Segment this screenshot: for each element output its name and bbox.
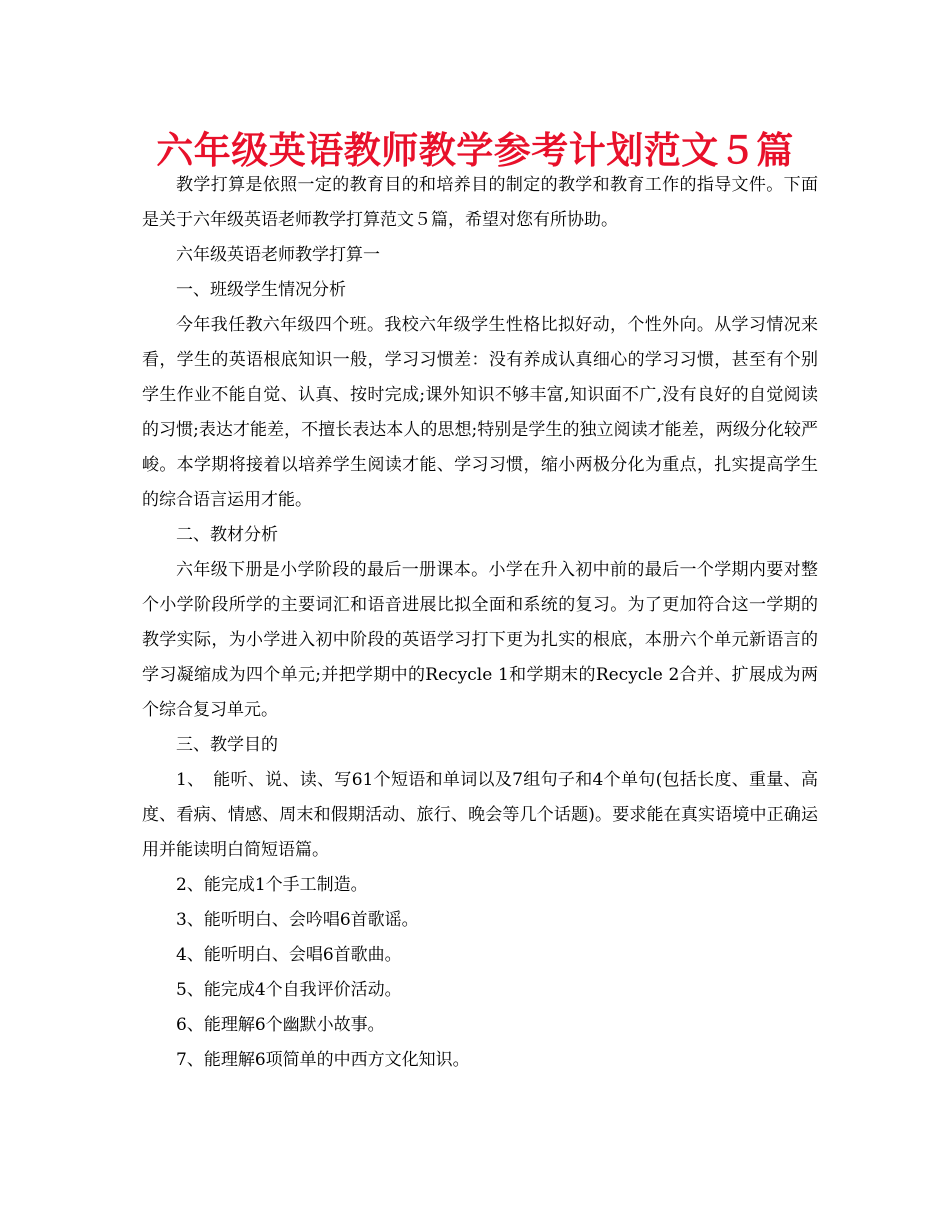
plan-heading: 六年级英语老师教学打算一: [176, 245, 380, 265]
section-heading-teaching-goals: 三、教学目的: [176, 735, 278, 755]
textbook-analysis-paragraph: 六年级下册是小学阶段的最后一册课本。小学在升入初中前的最后一个学期内要对整个小学阶段所学的主要词汇和语音进展比拟全面和系统的复习。为了更加符合这一学期的教学实际，为小学进入初中阶段的英语学习打下更为扎实的根底，本册六个单元新语言的学习凝缩成为四个单元;并把学期中的Recycle 1和学期末的Recycle 2合并、扩展成为两个综合复习单元。: [142, 560, 818, 720]
section-heading-class-analysis: 一、班级学生情况分析: [176, 280, 346, 300]
goal-item-6: 6、能理解6个幽默小故事。: [176, 1015, 385, 1035]
class-analysis-paragraph: 今年我任教六年级四个班。我校六年级学生性格比拟好动，个性外向。从学习情况来看，学生的英语根底知识一般，学习习惯差：没有养成认真细心的学习习惯，甚至有个别学生作业不能自觉、认真、按时完成;课外知识不够丰富,知识面不广,没有良好的自觉阅读的习惯;表达才能差，不擅长表达本人的思想;特别是学生的独立阅读才能差，两级分化较严峻。本学期将接着以培养学生阅读才能、学习习惯，缩小两极分化为重点，扎实提高学生的综合语言运用才能。: [142, 315, 818, 510]
goal-item-2: 2、能完成1个手工制造。: [176, 875, 368, 895]
page-title: 六年级英语教师教学参考计划范文５篇: [156, 129, 794, 172]
section-heading-textbook-analysis: 二、教材分析: [176, 525, 278, 545]
goal-item-1: 1、 能听、说、读、写61个短语和单词以及7组句子和4个单句(包括长度、重量、高度、看病、情感、周末和假期活动、旅行、晚会等几个话题)。要求能在真实语境中正确运用并能读明白简短语篇。: [142, 770, 818, 860]
goal-item-3: 3、能听明白、会吟唱6首歌谣。: [176, 910, 419, 930]
document-body: [142, 168, 818, 1078]
goal-item-5: 5、能完成4个自我评价活动。: [176, 980, 402, 1000]
goal-item-4: 4、能听明白、会唱6首歌曲。: [176, 945, 402, 965]
goal-item-7: 7、能理解6项简单的中西方文化知识。: [176, 1050, 470, 1070]
intro-paragraph: 教学打算是依照一定的教育目的和培养目的制定的教学和教育工作的指导文件。下面是关于六年级英语老师教学打算范文５篇，希望对您有所协助。: [142, 175, 818, 230]
